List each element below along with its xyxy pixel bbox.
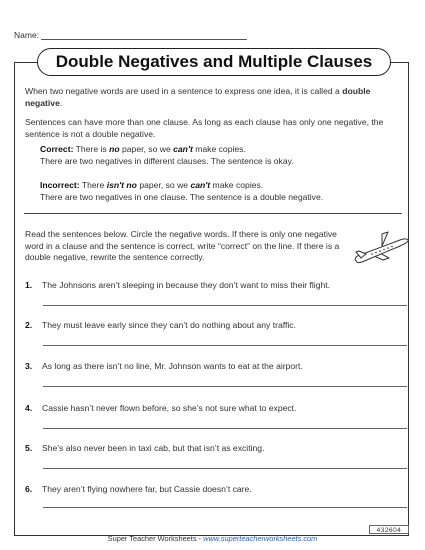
negative-word: no: [109, 144, 120, 154]
answer-line[interactable]: [43, 345, 407, 346]
name-label: Name:: [14, 30, 40, 40]
intro-text: [25, 86, 390, 148]
page-title: Double Negatives and Multiple Clauses: [37, 48, 391, 76]
item-sentence: They must leave early since they can’t do nothing about any traffic.: [42, 320, 296, 330]
airplane-icon: [352, 228, 410, 268]
item-sentence: The Johnsons aren’t sleeping in because they don’t want to miss their flight.: [42, 280, 331, 290]
item-sentence: Cassie hasn’t never flown before, so she’s not sure what to expect.: [42, 403, 297, 413]
intro-paragraph-1: When two negative words are used in a sentence to express one idea, it is called a double negative.: [25, 86, 371, 108]
worksheet-code: 432604: [369, 525, 409, 534]
incorrect-example: [40, 179, 390, 203]
instructions: Read the sentences below. Circle the negative words. If there is only one negative word in a clause and the sentence is correct, write “correct” on the line. If there is a double negative, rewrite the sentence correctly.: [25, 229, 340, 262]
correct-sentence: Correct: There is no paper, so we can't make copies.: [40, 144, 246, 154]
answer-line[interactable]: [43, 305, 407, 306]
item-number: 1.: [25, 280, 33, 290]
correct-explanation: There are two negatives in different clauses. The sentence is okay.: [40, 156, 294, 166]
incorrect-sentence: Incorrect: There isn't no paper, so we can't make copies.: [40, 180, 264, 190]
negative-word: isn't no: [106, 180, 137, 190]
correct-example: [40, 143, 390, 167]
intro-paragraph-2: Sentences can have more than one clause. As long as each clause has only one negative, the sentence is not a double negative.: [25, 117, 384, 139]
negative-word: can't: [190, 180, 211, 190]
name-line[interactable]: [41, 39, 247, 40]
answer-line[interactable]: [43, 386, 407, 387]
item-number: 6.: [25, 484, 33, 494]
item-sentence: They aren’t flying nowhere far, but Cassie doesn’t care.: [42, 484, 252, 494]
footer-brand: Super Teacher Worksheets -: [107, 534, 204, 543]
item-sentence: As long as there isn’t no line, Mr. Johnson wants to eat at the airport.: [42, 361, 303, 371]
item-number: 3.: [25, 361, 33, 371]
section-divider: [24, 213, 402, 214]
item-number: 5.: [25, 443, 33, 453]
term-double-negative: double negative: [25, 86, 371, 108]
item-number: 4.: [25, 403, 33, 413]
answer-line[interactable]: [43, 428, 407, 429]
negative-word: can't: [173, 144, 193, 154]
footer: [0, 534, 425, 543]
item-number: 2.: [25, 320, 33, 330]
incorrect-explanation: There are two negatives in one clause. The sentence is a double negative.: [40, 192, 324, 202]
answer-line[interactable]: [43, 507, 407, 508]
item-sentence: She’s also never been in taxi cab, but that isn’t as exciting.: [42, 443, 265, 453]
answer-line[interactable]: [43, 468, 407, 469]
footer-url[interactable]: www.superteacherworksheets.com: [203, 534, 318, 543]
